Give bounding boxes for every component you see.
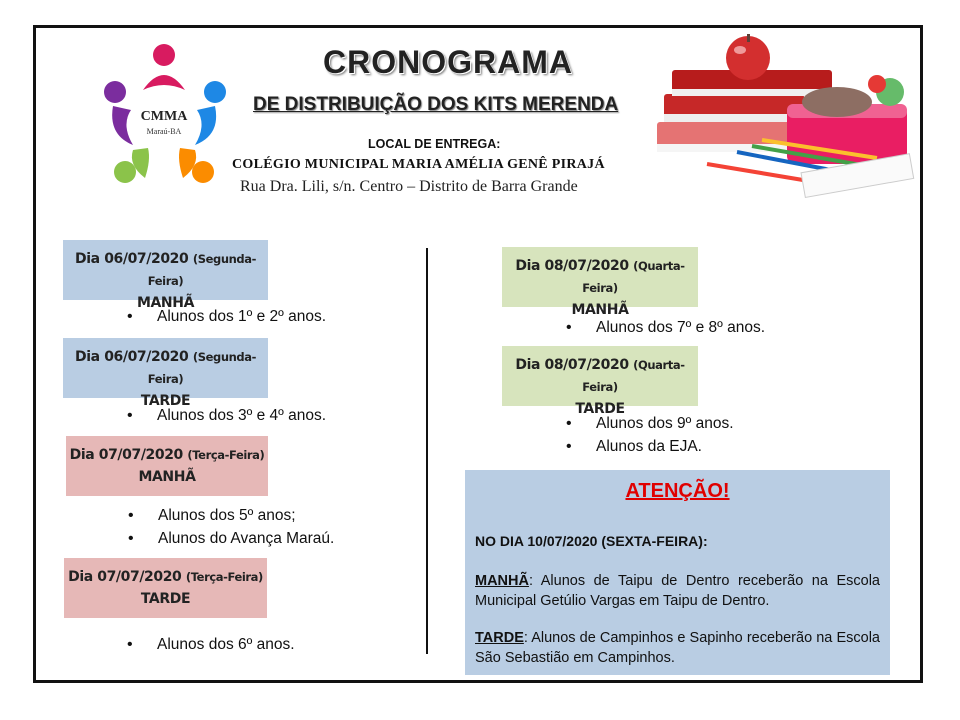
day-date: Dia 08/07/2020 — [515, 258, 629, 274]
day-period: TARDE — [575, 401, 625, 417]
day-weekday: (Segunda-Feira) — [147, 252, 256, 288]
list-item: • Alunos dos 3º e 4º anos. — [127, 404, 326, 427]
list-item: • Alunos dos 7º e 8º anos. — [566, 316, 765, 339]
attention-afternoon — [475, 628, 880, 668]
day-box-0807-morning — [502, 247, 698, 318]
day-weekday: (Terça-Feira) — [185, 570, 263, 584]
cmma-logo — [93, 40, 235, 188]
attention-morning — [475, 571, 880, 611]
day-box-0707-morning — [66, 436, 268, 496]
day-box-0807-afternoon — [502, 346, 698, 417]
attention-afternoon-label: TARDE — [475, 630, 524, 646]
day-list-0807-afternoon — [566, 412, 734, 458]
day-box-0607-afternoon — [63, 338, 268, 409]
day-date: Dia 06/07/2020 — [75, 349, 189, 365]
apple-icon — [726, 34, 770, 80]
attention-morning-label: MANHÃ — [475, 573, 529, 589]
delivery-location-label: LOCAL DE ENTREGA: — [368, 137, 501, 151]
attention-date: NO DIA 10/07/2020 (SEXTA-FEIRA): — [475, 533, 708, 549]
day-list-0807-morning — [566, 316, 765, 339]
day-list-0707-morning — [128, 504, 334, 550]
day-date: Dia 07/07/2020 — [68, 569, 182, 585]
school-lunch-illustration — [652, 34, 922, 199]
page-subtitle: DE DISTRIBUIÇÃO DOS KITS MERENDA — [253, 94, 619, 115]
day-weekday: (Quarta-Feira) — [582, 259, 685, 295]
list-item: • Alunos da EJA. — [566, 435, 734, 458]
day-box-0707-afternoon — [64, 558, 267, 618]
day-date: Dia 08/07/2020 — [515, 357, 629, 373]
logo-place: Maraú-BA — [146, 127, 182, 136]
list-item: • Alunos dos 5º anos; — [128, 504, 334, 527]
day-period: TARDE — [140, 591, 191, 607]
list-item: • Alunos do Avança Maraú. — [128, 527, 334, 550]
list-item: • Alunos dos 1º e 2º anos. — [127, 305, 326, 328]
list-item: • Alunos dos 6º anos. — [127, 633, 295, 656]
attention-title: ATENÇÃO! — [625, 480, 730, 502]
school-name: COLÉGIO MUNICIPAL MARIA AMÉLIA GENÊ PIRAJÁ — [232, 157, 605, 172]
day-weekday: (Segunda-Feira) — [147, 350, 256, 386]
day-weekday: (Terça-Feira) — [187, 448, 265, 462]
day-box-0607-morning — [63, 240, 268, 311]
day-date: Dia 07/07/2020 — [69, 447, 183, 463]
day-list-0607-afternoon — [127, 404, 326, 427]
day-period: MANHÃ — [138, 469, 196, 485]
day-weekday: (Quarta-Feira) — [582, 358, 685, 394]
school-address: Rua Dra. Lili, s/n. Centro – Distrito de Barra Grande — [240, 178, 578, 195]
attention-box — [465, 470, 890, 675]
page-title: CRONOGRAMA — [323, 44, 573, 80]
attention-afternoon-text: : Alunos de Campinhos e Sapinho receberão na Escola São Sebastião em Campinhos. — [475, 630, 880, 666]
day-list-0607-morning — [127, 305, 326, 328]
logo-name: CMMA — [140, 109, 188, 124]
column-divider — [426, 248, 428, 654]
day-list-0707-afternoon — [127, 633, 295, 656]
list-item: • Alunos dos 9º anos. — [566, 412, 734, 435]
day-period: TARDE — [140, 393, 191, 409]
day-period: MANHÃ — [136, 295, 195, 311]
attention-morning-text: : Alunos de Taipu de Dentro receberão na Escola Municipal Getúlio Vargas em Taipu de Dentro. — [475, 573, 880, 609]
day-period: MANHÃ — [571, 302, 629, 318]
day-date: Dia 06/07/2020 — [75, 251, 189, 267]
